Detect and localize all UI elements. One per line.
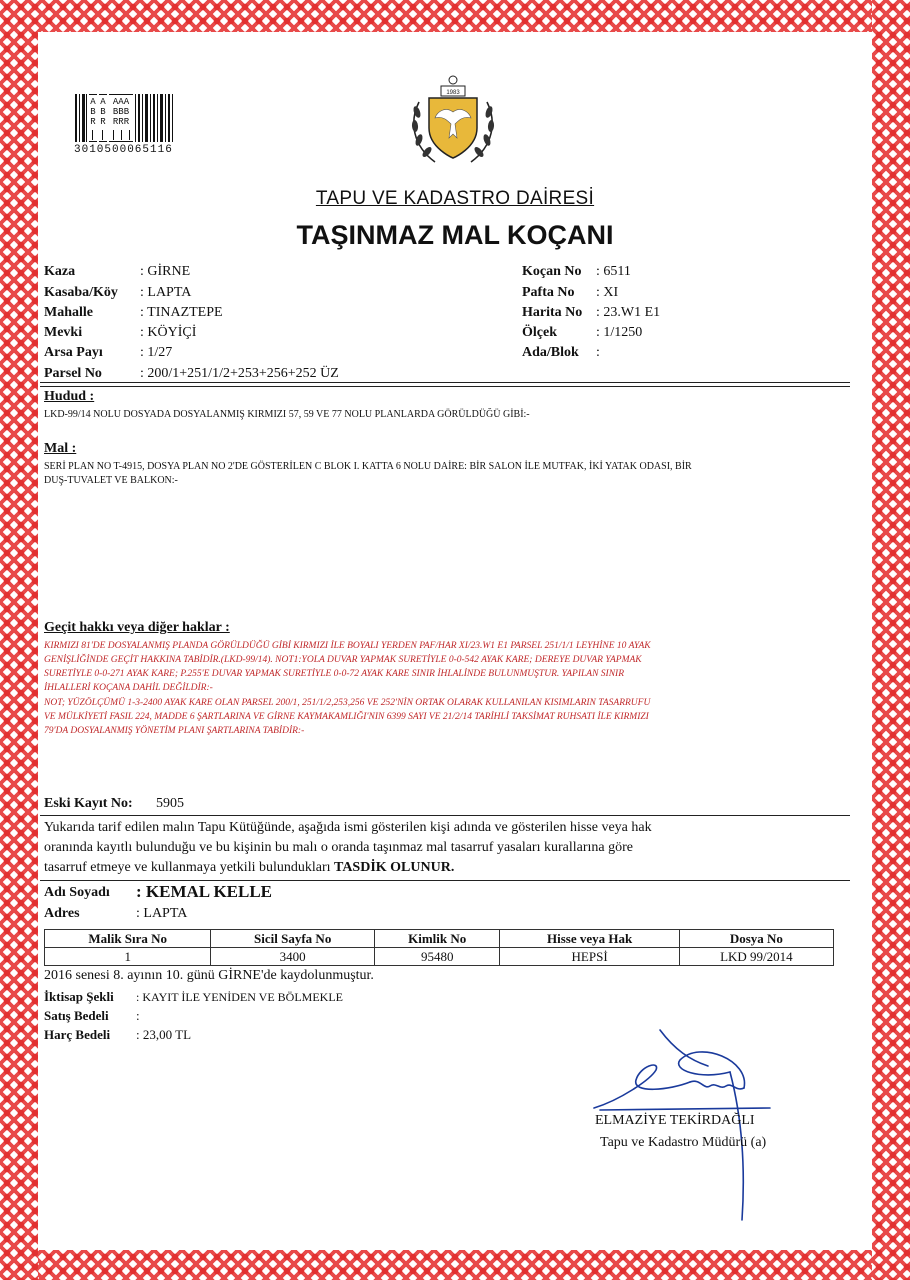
table-cell: LKD 99/2014 [679,948,833,966]
hudud-text: LKD-99/14 NOLU DOSYADA DOSYALANMIŞ KIRMIZI 57, 59 VE 77 NOLU PLANLARDA GÖRÜLDÜĞÜ GİBİ:- [44,409,530,420]
mal-text-line-2: DUŞ-TUVALET VE BALKON:- [44,475,178,486]
field-label-pafta-no: Pafta No [522,285,575,300]
svg-text:R: R [100,117,106,127]
gecit-line-5: NOT; YÜZÖLÇÜMÜ 1-3-2400 AYAK KARE OLAN PARSEL 200/1, 251/1/2,253,256 VE 252'NİN ORTAK OLARAK KULLANILAN KISIMLARIN TASARRUFU [44,698,651,708]
field-label-kaza: Kaza [44,264,76,279]
divider [40,815,850,816]
emblem-year: 1983 [446,90,460,96]
mal-text-line-1: SERİ PLAN NO T-4915, DOSYA PLAN NO 2'DE GÖSTERİLEN C BLOK I. KATTA 6 NOLU DAİRE: BİR SALON İLE MUTFAK, İKİ YATAK ODASI, BİR [44,461,692,472]
hudud-label: Hudud : [44,389,95,404]
svg-text:A: A [100,97,106,107]
field-value-olcek: : 1/1250 [596,325,643,340]
decorative-border-top [0,0,910,32]
mal-label: Mal : [44,441,77,456]
column-header: Hisse veya Hak [500,930,679,948]
svg-text:RRR: RRR [112,117,130,127]
owner-address: : LAPTA [136,906,188,921]
table-cell: 3400 [211,948,375,966]
field-label-mevki: Mevki [44,325,83,340]
table-row [45,948,834,966]
tasdik-line-3 [44,860,454,876]
gecit-line-6: VE MÜLKİYETİ FASIL 224, MADDE 6 ŞARTLARINA VE GİRNE KAYMAKAMLIĞI'NIN 6399 SAYI VE 21/2/14 TARİHLİ TAKSİMAT RUHSATI İLE KIRMIZI [44,712,649,722]
column-header: Kimlik No [374,930,500,948]
field-label-kasaba: Kasaba/Köy [44,285,118,300]
eski-kayit-label: Eski Kayıt No: [44,796,133,811]
iktisap-label: İktisap Şekli [44,989,114,1004]
owners-table [44,929,834,966]
table-cell: 95480 [374,948,500,966]
svg-text:B: B [90,107,96,117]
field-value-kocan-no: : 6511 [596,264,631,279]
field-label-kocan-no: Koçan No [522,264,582,279]
satis-bedeli-value: : [136,1008,140,1023]
divider [40,880,850,881]
gecit-line-3: SURETİYLE 0-0-271 AYAK KARE; P.255'E DUVAR YAPMAK SURETİYLE 0-0-72 AYAK KARE SINIR İHLALİNDE BULUNMUŞTUR. YAPILAN SINIR [44,669,625,679]
tasdik-approval: TASDİK OLUNUR. [334,860,455,875]
barcode-number: 3010500065116 [74,144,173,156]
svg-text:B: B [100,107,106,117]
field-value-ada-blok: : [596,345,600,360]
field-value-harita-no: : 23.W1 E1 [596,305,661,320]
gecit-line-2: GENİŞLİĞİNDE GEÇİT HAKKINA TABİDİR.(LKD-99/14). NOT1:YOLA DUVAR YAPMAK SURETİYLE 0-0-542 AYAK KARE; DEREYE DUVAR YAPMAK [44,655,642,665]
tasdik-line-2: oranında kayıtlı bulunduğu ve bu kişinin bu malı o oranda taşınmaz mal tasarruf yasaları kurallarına göre [44,840,633,855]
column-header: Sicil Sayfa No [211,930,375,948]
owner-address-label: Adres [44,906,80,921]
barcode [75,90,175,146]
field-label-harita-no: Harita No [522,305,583,320]
field-value-mevki: : KÖYİÇİ [140,325,197,340]
divider [40,386,850,387]
official-name: ELMAZİYE TEKİRDAĞLI [595,1113,755,1128]
field-value-kasaba: : LAPTA [140,285,192,300]
field-value-arsa-payi: : 1/27 [140,345,173,360]
svg-text:BBB: BBB [112,107,130,117]
divider [40,382,850,383]
table-header-row [45,930,834,948]
eski-kayit-value: 5905 [156,796,184,811]
field-value-mahalle: : TINAZTEPE [140,305,223,320]
field-label-ada-blok: Ada/Blok [522,345,579,360]
iktisap-value: : KAYIT İLE YENİDEN VE BÖLMEKLE [136,990,343,1004]
gecit-line-7: 79'DA DOSYALANMIŞ YÖNETİM PLANI ŞARTLARINA TABİDİR:- [44,726,305,736]
tasdik-line-1: Yukarıda tarif edilen malın Tapu Kütüğünde, aşağıda ismi gösterilen kişi adında ve gösterilen hisse veya hak [44,820,652,835]
svg-text:AAA: AAA [112,97,130,107]
barcode-letters-1: A [90,97,96,107]
gecit-line-4: İHLALLERİ KOÇANA DAHİL DEĞİLDİR:- [44,683,213,693]
field-label-arsa-payi: Arsa Payı [44,345,103,360]
field-label-parsel-no: Parsel No [44,366,102,381]
field-value-parsel-no: : 200/1+251/1/2+253+256+252 ÜZ [140,366,339,381]
harc-bedeli-label: Harç Bedeli [44,1027,111,1042]
field-value-pafta-no: : XI [596,285,619,300]
gecit-line-1: KIRMIZI 81'DE DOSYALANMIŞ PLANDA GÖRÜLDÜĞÜ GİBİ KIRMIZI İLE BOYALI YERDEN PAF/HAR XI/23.W1 E1 PARSEL 251/1/1 LEYHİNE 10 AYAK [44,641,651,651]
column-header: Dosya No [679,930,833,948]
satis-bedeli-label: Satış Bedeli [44,1008,109,1023]
table-cell: HEPSİ [500,948,679,966]
coat-of-arms-emblem [405,72,501,170]
owner-name: : KEMAL KELLE [136,882,273,901]
decorative-border-bottom [0,1250,910,1280]
owner-name-label: Adı Soyadı [44,885,110,900]
department-title: TAPU VE KADASTRO DAİRESİ [315,188,595,209]
svg-text:R: R [90,117,96,127]
harc-bedeli-value: : 23,00 TL [136,1027,192,1042]
field-label-olcek: Ölçek [522,325,557,340]
field-label-mahalle: Mahalle [44,305,93,320]
gecit-label: Geçit hakkı veya diğer haklar : [44,620,230,635]
field-value-kaza: : GİRNE [140,264,191,279]
table-cell: 1 [45,948,211,966]
column-header: Malik Sıra No [45,930,211,948]
tasdik-line-3-text: tasarruf etmeye ve kullanmaya yetkili bulundukları [44,860,331,875]
official-title: Tapu ve Kadastro Müdürü (a) [600,1135,767,1150]
document-title: TAŞINMAZ MAL KOÇANI [296,220,614,250]
registration-text: 2016 senesi 8. ayının 10. günü GİRNE'de kaydolunmuştur. [44,968,374,983]
